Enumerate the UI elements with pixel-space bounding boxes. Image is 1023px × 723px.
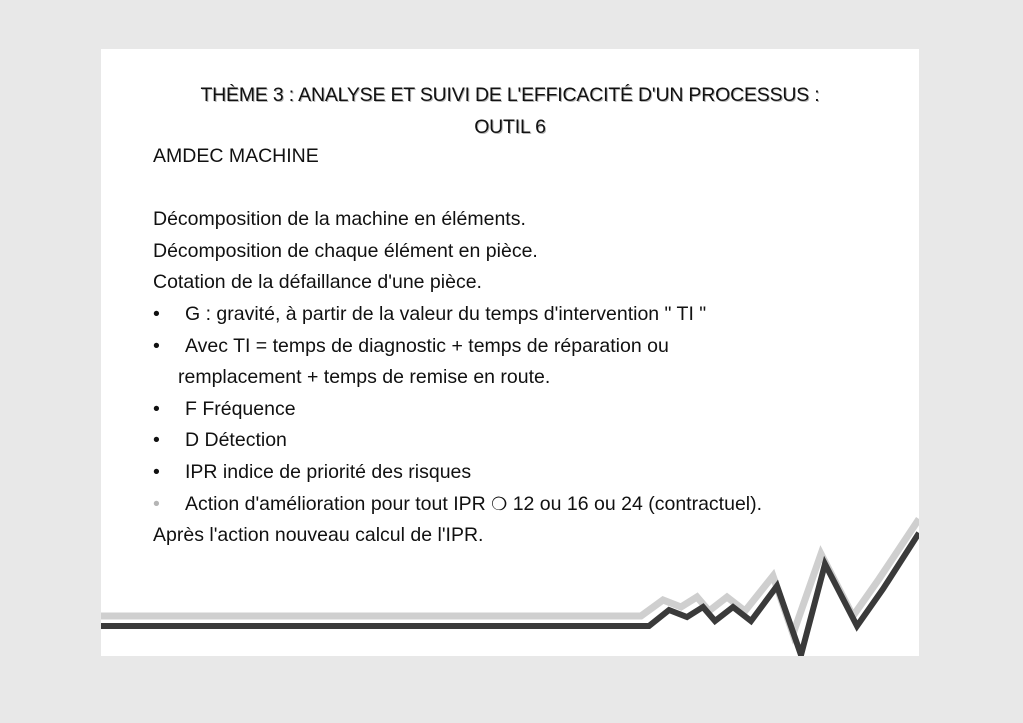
step-2: Décomposition de chaque élément en pièce. [153, 239, 538, 262]
bullet-dot: • [153, 334, 160, 357]
bullet-ipr-text: IPR indice de priorité des risques [185, 460, 472, 483]
heartbeat-wave-decoration [101, 49, 919, 656]
bullet-dot: • [153, 492, 160, 515]
title-line-2: OUTIL 6 [474, 116, 546, 138]
wave-dark-stroke [101, 533, 919, 655]
wave-light-stroke [101, 519, 919, 634]
bullet-action-suffix: 12 ou 16 ou 24 (contractuel). [507, 492, 763, 515]
step-3: Cotation de la défaillance d'une pièce. [153, 271, 482, 294]
bullet-gravity-text: G : gravité, à partir de la valeur du temps d'intervention " TI " [185, 302, 707, 325]
circle-symbol-icon: ❍ [491, 493, 508, 514]
bullet-frequency-text: F Fréquence [185, 397, 296, 420]
title-line-1: THÈME 3 : ANALYSE ET SUIVI DE L'EFFICACITÉ D'UN PROCESSUS : [200, 84, 820, 106]
bullet-dot: • [153, 397, 160, 420]
conclusion: Après l'action nouveau calcul de l'IPR. [153, 524, 484, 547]
bullet-dot: • [153, 429, 160, 452]
bullet-ti-continuation: remplacement + temps de remise en route. [178, 366, 551, 389]
slide [101, 49, 919, 656]
subtitle: AMDEC MACHINE [153, 145, 319, 167]
bullet-action-prefix: Action d'amélioration pour tout IPR [185, 492, 486, 515]
bullet-dot: • [153, 460, 160, 483]
bullet-ti-text: Avec TI = temps de diagnostic + temps de réparation ou [185, 334, 669, 357]
step-1: Décomposition de la machine en éléments. [153, 208, 526, 231]
bullet-dot: • [153, 302, 160, 325]
bullet-detection-text: D Détection [185, 429, 287, 452]
